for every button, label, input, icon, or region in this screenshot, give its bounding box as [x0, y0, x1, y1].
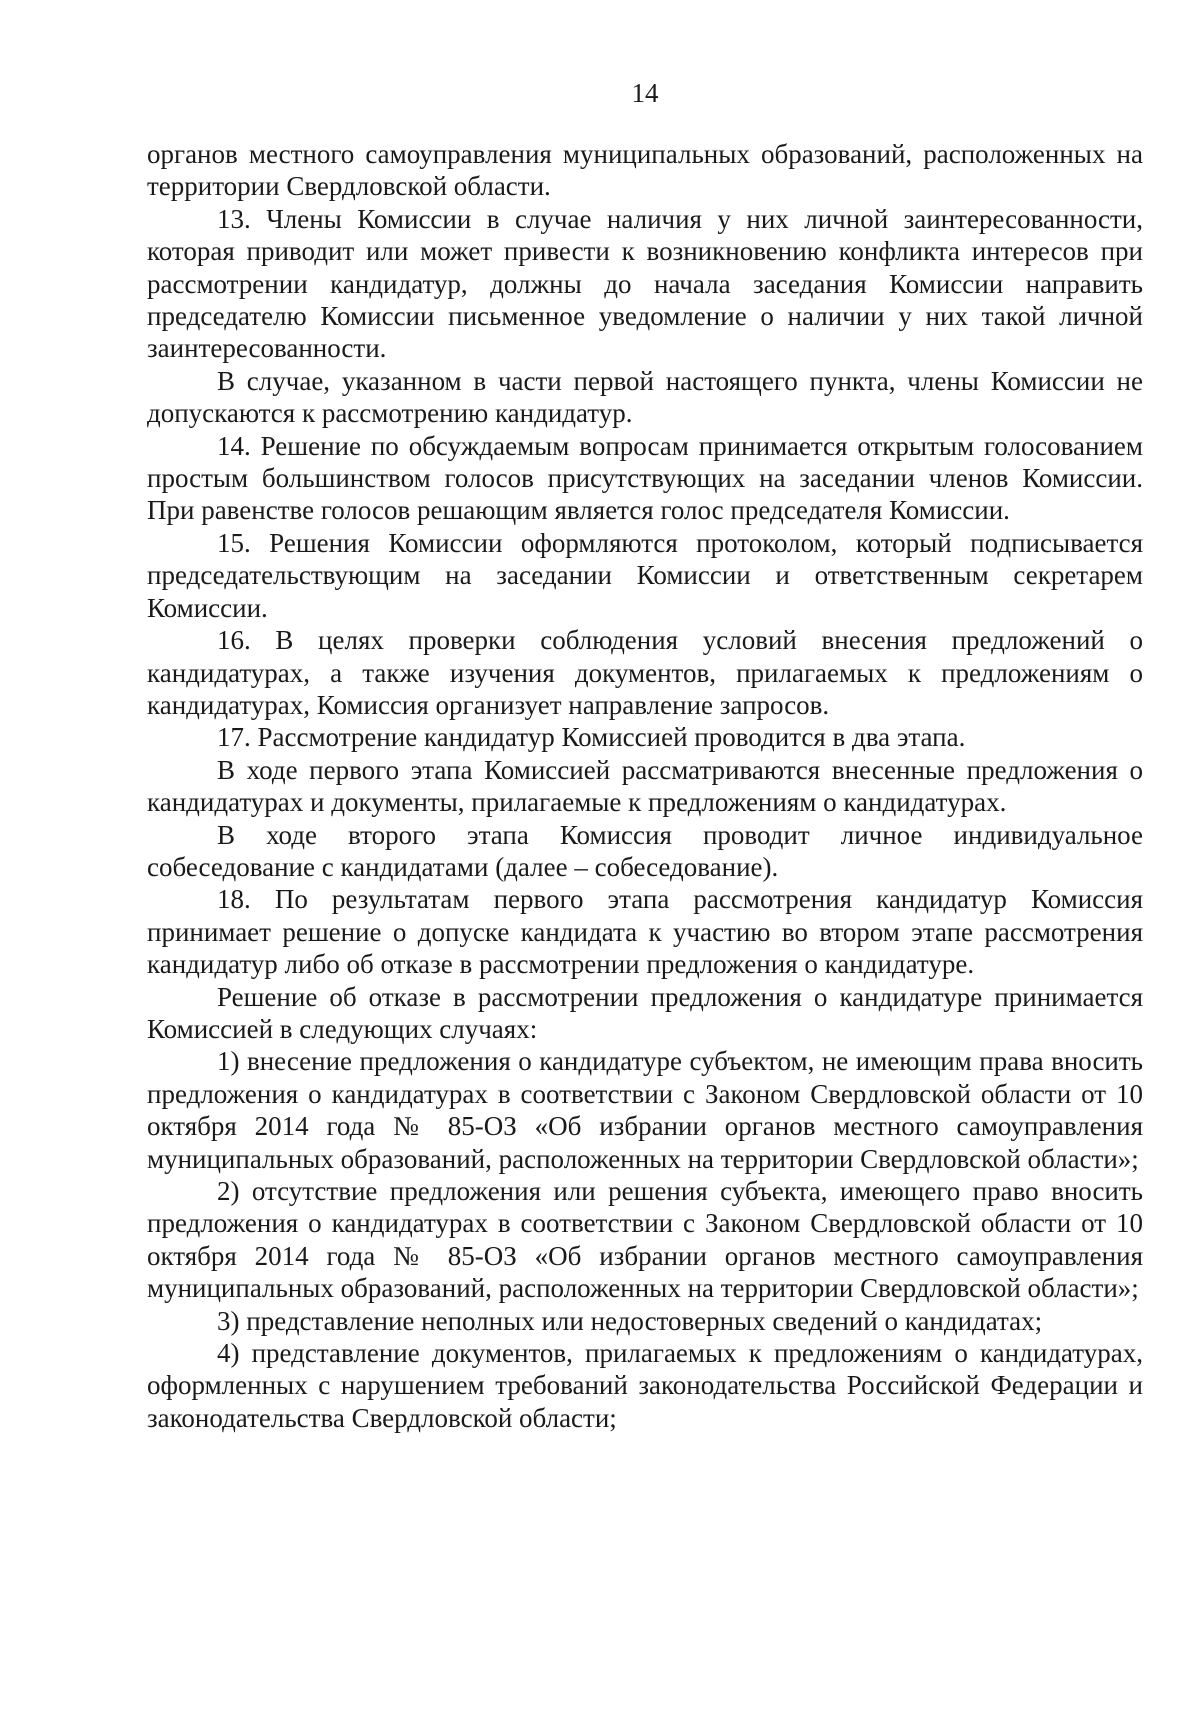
paragraph-item-18-refusal: Решение об отказе в рассмотрении предложения о кандидатуре принимается Комиссией в следующих случаях: [147, 981, 1143, 1044]
paragraph-item-16: 16. В целях проверки соблюдения условий внесения предложений о кандидатурах, а также изучения документов, прилагаемых к предложениям о кандидатурах, Комиссия организует направление запросов. [147, 625, 1143, 720]
paragraph-item-14: 14. Решение по обсуждаемым вопросам принимается открытым голосованием простым большинством голосов присутствующих на заседании членов Комиссии. При равенстве голосов решающим является голос председателя Комиссии. [147, 430, 1143, 526]
list-item-4: 4) представление документов, прилагаемых к предложениям о кандидатурах, оформленных с нарушением требований законодательства Российской Федерации и законодательства Свердловской области; [147, 1338, 1143, 1433]
document-body [147, 138, 1143, 1434]
paragraph-item-17-stage-2: В ходе второго этапа Комиссия проводит личное индивидуальное собеседование с кандидатами (далее – собеседование). [147, 819, 1143, 882]
paragraph-item-13-part-2: В случае, указанном в части первой настоящего пункта, члены Комиссии не допускаются к рассмотрению кандидатур. [147, 365, 1143, 429]
list-item-1: 1) внесение предложения о кандидатуре субъектом, не имеющим права вносить предложения о кандидатурах в соответствии с Законом Свердловской области от 10 октября 2014 года № 85-ОЗ «Об избрании органов местного самоуправления муниципальных образований, расположенных на территории Свердловской области»; [147, 1046, 1143, 1174]
list-item-2: 2) отсутствие предложения или решения субъекта, имеющего право вносить предложения о кандидатурах в соответствии с Законом Свердловской области от 10 октября 2014 года № 85-ОЗ «Об избрании органов местного самоуправления муниципальных образований, расположенных на территории Свердловской области»; [147, 1176, 1143, 1304]
paragraph-continuation: органов местного самоуправления муниципальных образований, расположенных на территории Свердловской области. [147, 139, 1143, 202]
paragraph-item-17: 17. Рассмотрение кандидатур Комиссией проводится в два этапа. [217, 722, 966, 753]
list-item-3: 3) представление неполных или недостоверных сведений о кандидатах; [217, 1305, 1043, 1336]
paragraph-item-18: 18. По результатам первого этапа рассмотрения кандидатур Комиссия принимает решение о допуске кандидата к участию во втором этапе рассмотрения кандидатур либо об отказе в рассмотрении предложения о кандидатуре. [147, 884, 1143, 980]
paragraph-item-15: 15. Решения Комиссии оформляются протоколом, который подписывается председательствующим на заседании Комиссии и ответственным секретарем Комиссии. [147, 527, 1143, 623]
page-number: 14 [631, 78, 659, 108]
paragraph-item-17-stage-1: В ходе первого этапа Комиссией рассматриваются внесенные предложения о кандидатурах и документы, прилагаемые к предложениям о кандидатурах. [147, 754, 1143, 818]
paragraph-item-13: 13. Члены Комиссии в случае наличия у них личной заинтересованности, которая приводит или может привести к возникновению конфликта интересов при рассмотрении кандидатур, должны до начала заседания Комиссии направить председателю Комиссии письменное уведомление о наличии у них такой личной заинтересованности. [147, 203, 1143, 364]
